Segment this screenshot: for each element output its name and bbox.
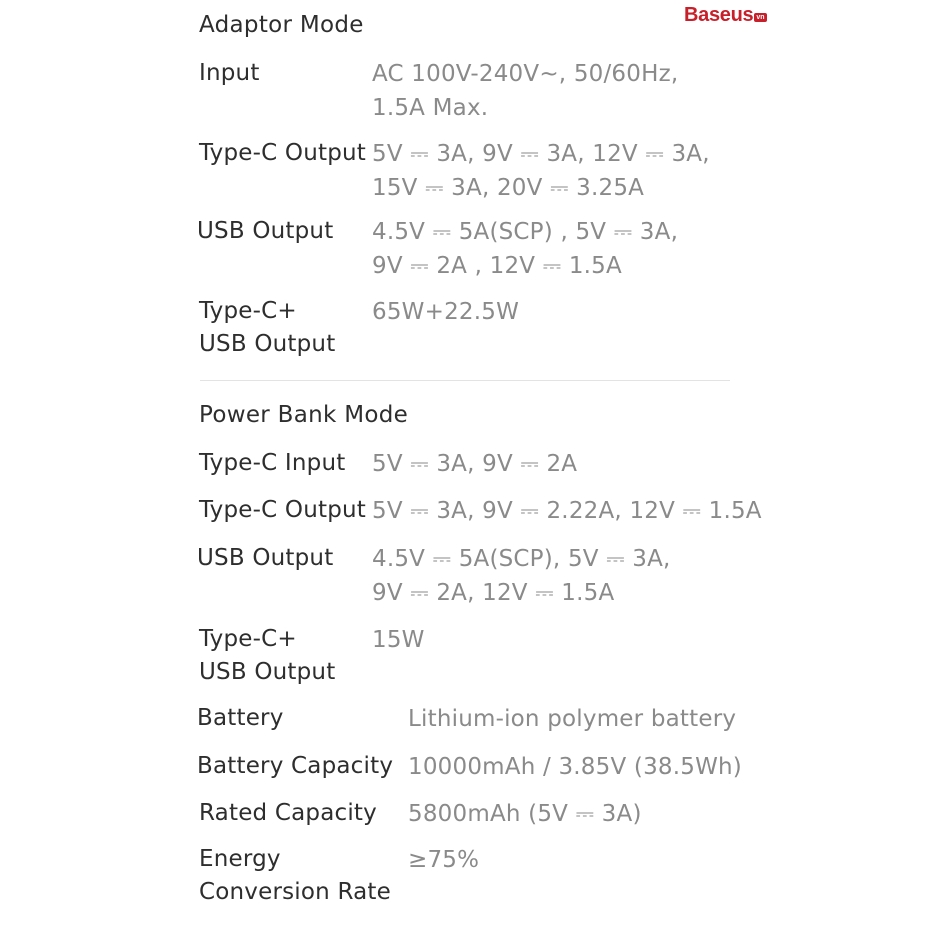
brand-name: Baseus <box>684 4 754 26</box>
spec-label-typec-input: Type-C Input <box>199 450 346 476</box>
spec-value-typec-input: 5V ⎓ 3A, 9V ⎓ 2A <box>372 451 578 477</box>
spec-value-battery: Lithium-ion polymer battery <box>408 706 737 732</box>
brand-logo <box>684 4 767 27</box>
spec-value-pb-typec-usb-output: 15W <box>372 627 425 653</box>
spec-value-energy-conversion: ≥75% <box>408 847 480 873</box>
brand-badge: vn <box>756 14 765 21</box>
spec-value-typec-output: 5V ⎓ 3A, 9V ⎓ 3A, 12V ⎓ 3A, 15V ⎓ 3A, 20V ⎓ 3.25A <box>372 141 710 201</box>
spec-label-energy-conversion: Energy Conversion Rate <box>199 846 391 905</box>
spec-value-rated-capacity: 5800mAh (5V ⎓ 3A) <box>408 801 642 827</box>
adaptor-mode-title: Adaptor Mode <box>199 12 364 38</box>
spec-value-battery-capacity: 10000mAh / 3.85V (38.5Wh) <box>408 754 742 780</box>
spec-label-typec-usb-output: Type-C+ USB Output <box>199 298 336 357</box>
spec-label-rated-capacity: Rated Capacity <box>199 800 377 826</box>
spec-value-input: AC 100V-240V~, 50/60Hz, 1.5A Max. <box>372 61 679 121</box>
spec-label-input: Input <box>199 60 260 86</box>
spec-value-typec-usb-output: 65W+22.5W <box>372 299 520 325</box>
spec-label-usb-output: USB Output <box>197 218 334 244</box>
spec-value-usb-output: 4.5V ⎓ 5A(SCP) , 5V ⎓ 3A, 9V ⎓ 2A , 12V ⎓ 1.5A <box>372 219 679 279</box>
spec-label-pb-typec-usb-output: Type-C+ USB Output <box>199 626 336 685</box>
spec-value-pb-typec-output: 5V ⎓ 3A, 9V ⎓ 2.22A, 12V ⎓ 1.5A <box>372 498 762 524</box>
spec-label-pb-usb-output: USB Output <box>197 545 334 571</box>
spec-label-battery: Battery <box>197 705 284 731</box>
spec-label-typec-output: Type-C Output <box>199 140 366 166</box>
section-divider <box>200 380 730 381</box>
spec-label-battery-capacity: Battery Capacity <box>197 753 394 779</box>
spec-value-pb-usb-output: 4.5V ⎓ 5A(SCP), 5V ⎓ 3A, 9V ⎓ 2A, 12V ⎓ 1.5A <box>372 546 671 606</box>
spec-label-pb-typec-output: Type-C Output <box>199 497 366 523</box>
powerbank-mode-title: Power Bank Mode <box>199 402 409 428</box>
